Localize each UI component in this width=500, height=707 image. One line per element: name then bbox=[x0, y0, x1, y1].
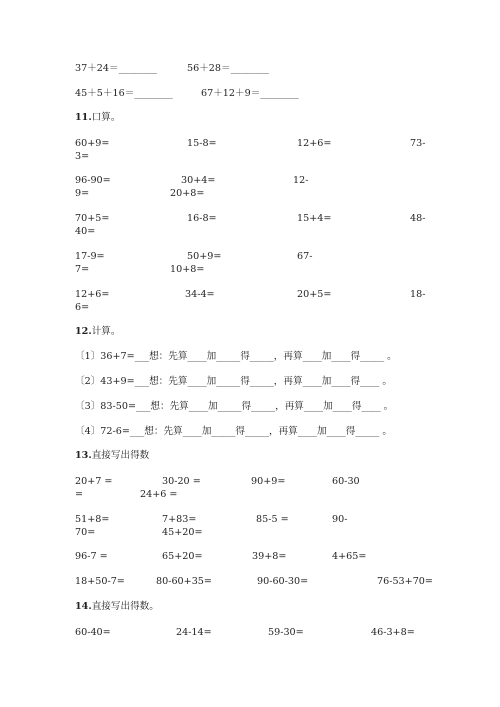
problem-text: 90- bbox=[332, 514, 348, 525]
problem-text: 10+8= bbox=[170, 264, 205, 275]
section-heading-13 bbox=[75, 450, 149, 461]
problem-text: 6= bbox=[75, 302, 90, 313]
problem-text: 20+8= bbox=[170, 188, 205, 199]
section-number: 12. bbox=[75, 326, 92, 337]
problem-text: 18- bbox=[410, 289, 426, 300]
problem-text: 24-14= bbox=[176, 627, 212, 638]
problem-text: 60+9= bbox=[75, 138, 110, 149]
problem-text: 15+4= bbox=[297, 213, 332, 224]
problem-text: 4+65= bbox=[332, 551, 367, 562]
problem-line: 〔3〕83-50=___想：先算____加_____得_____，再算____加____得____ 。 bbox=[75, 401, 394, 412]
problem-text: 76-53+70= bbox=[377, 576, 433, 587]
section-title: 直接写出得数。 bbox=[91, 601, 159, 612]
section-heading-11 bbox=[75, 112, 120, 123]
problem-line: 〔2〕43+9=___想：先算____加_____得_____，再算____加____得____ 。 bbox=[75, 376, 392, 387]
problem-text: 70= bbox=[75, 527, 96, 538]
problem-text: 12+6= bbox=[297, 138, 332, 149]
problem-text: 48- bbox=[410, 213, 426, 224]
problem-text: 7+83= bbox=[162, 514, 197, 525]
section-heading-14 bbox=[75, 601, 159, 612]
problem-text: 12+6= bbox=[75, 289, 110, 300]
problem-text: 18+50-7= bbox=[75, 576, 125, 587]
problem-text: 80-60+35= bbox=[156, 576, 212, 587]
problem-text: 39+8= bbox=[252, 551, 287, 562]
problem-text: 60-40= bbox=[75, 627, 111, 638]
problem-text: 24+6 = bbox=[140, 489, 178, 500]
problem-text: 56＋28＝________ bbox=[187, 63, 269, 74]
problem-text: 90-60-30= bbox=[257, 576, 309, 587]
problem-text: 45＋5＋16＝________ bbox=[75, 88, 173, 99]
problem-text: 73- bbox=[410, 138, 426, 149]
section-number: 13. bbox=[75, 450, 92, 461]
problem-text: 12- bbox=[293, 175, 309, 186]
problem-text: 67＋12＋9＝________ bbox=[201, 88, 299, 99]
section-number: 14. bbox=[75, 601, 92, 612]
section-title: 直接写出得数 bbox=[91, 450, 150, 461]
problem-text: 59-30= bbox=[268, 627, 304, 638]
problem-line: 〔1〕36+7=___想：先算____加_____得_____，再算____加____得_____ 。 bbox=[75, 351, 397, 362]
problem-text: 20+7 = bbox=[75, 476, 113, 487]
problem-text: 16-8= bbox=[187, 213, 217, 224]
problem-text: 17-9= bbox=[75, 251, 105, 262]
problem-text: 30+4= bbox=[181, 175, 216, 186]
problem-text: 40= bbox=[75, 226, 96, 237]
problem-line: 〔4〕72-6=___想：先算____加_____得_____，再算____加____得_____ 。 bbox=[75, 426, 392, 437]
section-heading-12 bbox=[75, 326, 120, 337]
problem-text: 50+9= bbox=[187, 251, 222, 262]
problem-text: 9= bbox=[75, 188, 90, 199]
problem-text: 3= bbox=[75, 151, 90, 162]
section-number: 11. bbox=[75, 112, 92, 123]
problem-text: 65+20= bbox=[162, 551, 203, 562]
problem-text: 85-5 = bbox=[256, 514, 289, 525]
problem-text: 67- bbox=[297, 251, 313, 262]
problem-text: 96-7 = bbox=[75, 551, 108, 562]
problem-text: 37＋24＝________ bbox=[75, 63, 157, 74]
problem-text: 45+20= bbox=[162, 527, 203, 538]
problem-text: 70+5= bbox=[75, 213, 110, 224]
problem-text: 96-90= bbox=[75, 175, 111, 186]
problem-text: 30-20 = bbox=[162, 476, 201, 487]
problem-text: = bbox=[75, 489, 84, 500]
problem-text: 51+8= bbox=[75, 514, 110, 525]
section-title: 口算。 bbox=[91, 112, 121, 123]
problem-text: 34-4= bbox=[185, 289, 215, 300]
problem-text: 7= bbox=[75, 264, 90, 275]
problem-text: 15-8= bbox=[187, 138, 217, 149]
problem-text: 60-30 bbox=[332, 476, 360, 487]
section-title: 计算。 bbox=[91, 326, 121, 337]
problem-text: 90+9= bbox=[251, 476, 286, 487]
problem-text: 20+5= bbox=[297, 289, 332, 300]
problem-text: 46-3+8= bbox=[371, 627, 415, 638]
